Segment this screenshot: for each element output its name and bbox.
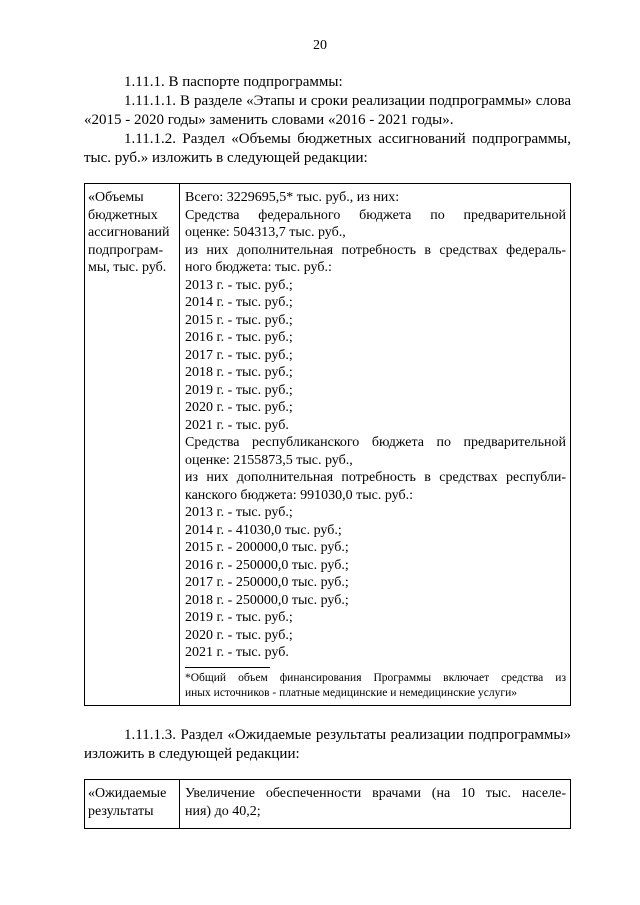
republic-year-item: 2018 г. - 250000,0 тыс. руб.; xyxy=(185,592,349,608)
section-2-intro xyxy=(84,726,571,764)
intro-paragraph-2: 1.11.1.1. В разделе «Этапы и сроки реализации подпрограммы» слова «2015 - 2020 годы» заменить словами «2016 - 2021 годы». xyxy=(84,93,571,128)
results-table xyxy=(84,779,571,829)
republic-year-item: 2019 г. - тыс. руб.; xyxy=(185,610,293,625)
federal-year-item: 2014 г. - тыс. руб.; xyxy=(185,295,293,310)
federal-year-item: 2020 г. - тыс. руб.; xyxy=(185,400,293,415)
results-line: Увеличение обеспеченности врачами (на 10 тыс. населе- xyxy=(185,786,566,801)
republic-budget-line: Средства республиканского бюджета по предварительной xyxy=(185,435,566,450)
footnote-line: *Общий объем финансирования Программы включает средства из xyxy=(185,671,566,684)
republic-year-item: 2021 г. - тыс. руб. xyxy=(185,645,289,660)
republic-additional-line: из них дополнительная потребность в средствах республи- xyxy=(185,470,566,485)
footnote-divider xyxy=(185,667,270,668)
federal-year-item: 2013 г. - тыс. руб.; xyxy=(185,277,293,293)
federal-additional-line: из них дополнительная потребность в средствах федераль- xyxy=(185,242,566,258)
page-number: 20 xyxy=(313,38,327,53)
federal-year-item: 2018 г. - тыс. руб.; xyxy=(185,365,293,380)
federal-year-item: 2016 г. - тыс. руб.; xyxy=(185,330,293,345)
republic-year-item: 2015 г. - 200000,0 тыс. руб.; xyxy=(185,540,349,555)
footnote-line: иных источников - платные медицинские и немедицинские услуги» xyxy=(185,686,517,699)
budget-table-label-cell xyxy=(85,184,180,705)
federal-year-item: 2021 г. - тыс. руб. xyxy=(185,417,289,433)
results-table-content-cell xyxy=(180,780,570,828)
republic-year-item: 2013 г. - тыс. руб.; xyxy=(185,505,293,520)
federal-additional-line: ного бюджета: тыс. руб.: xyxy=(185,260,332,275)
label-line: результаты xyxy=(88,803,154,819)
federal-budget-line: оценке: 504313,7 тыс. руб., xyxy=(185,225,346,240)
federal-year-item: 2019 г. - тыс. руб.; xyxy=(185,382,293,398)
intro-section xyxy=(84,73,571,168)
label-line: «Ожидаемые xyxy=(88,786,167,801)
total-amount: Всего: 3229695,5* тыс. руб., из них: xyxy=(185,190,400,205)
republic-year-item: 2016 г. - 250000,0 тыс. руб.; xyxy=(185,557,349,573)
federal-year-item: 2015 г. - тыс. руб.; xyxy=(185,312,293,328)
label-line: ассигнований xyxy=(88,225,170,240)
results-table-label-cell xyxy=(85,780,180,828)
results-line: ния) до 40,2; xyxy=(185,803,261,819)
label-line: подпрограм- xyxy=(88,242,164,258)
budget-table-content-cell xyxy=(180,184,570,705)
federal-year-item: 2017 г. - тыс. руб.; xyxy=(185,347,293,363)
intro-paragraph-3: 1.11.1.2. Раздел «Объемы бюджетных ассигнований подпрограммы, тыс. руб.» изложить в следующей редакции: xyxy=(84,131,571,166)
section-2-paragraph: 1.11.1.3. Раздел «Ожидаемые результаты реализации подпрограммы» изложить в следующей редакции: xyxy=(84,727,571,762)
republic-additional-line: канского бюджета: 991030,0 тыс. руб.: xyxy=(185,487,413,503)
budget-table xyxy=(84,183,571,706)
label-line: бюджетных xyxy=(88,207,158,223)
label-line: «Объемы xyxy=(88,190,144,205)
republic-year-item: 2014 г. - 41030,0 тыс. руб.; xyxy=(185,522,342,538)
label-line: мы, тыс. руб. xyxy=(88,260,167,275)
republic-year-item: 2020 г. - тыс. руб.; xyxy=(185,627,293,643)
republic-budget-line: оценке: 2155873,5 тыс. руб., xyxy=(185,452,353,468)
republic-year-item: 2017 г. - 250000,0 тыс. руб.; xyxy=(185,575,349,590)
federal-budget-line: Средства федерального бюджета по предварительной xyxy=(185,207,566,223)
intro-paragraph-1: 1.11.1. В паспорте подпрограммы: xyxy=(124,74,343,90)
